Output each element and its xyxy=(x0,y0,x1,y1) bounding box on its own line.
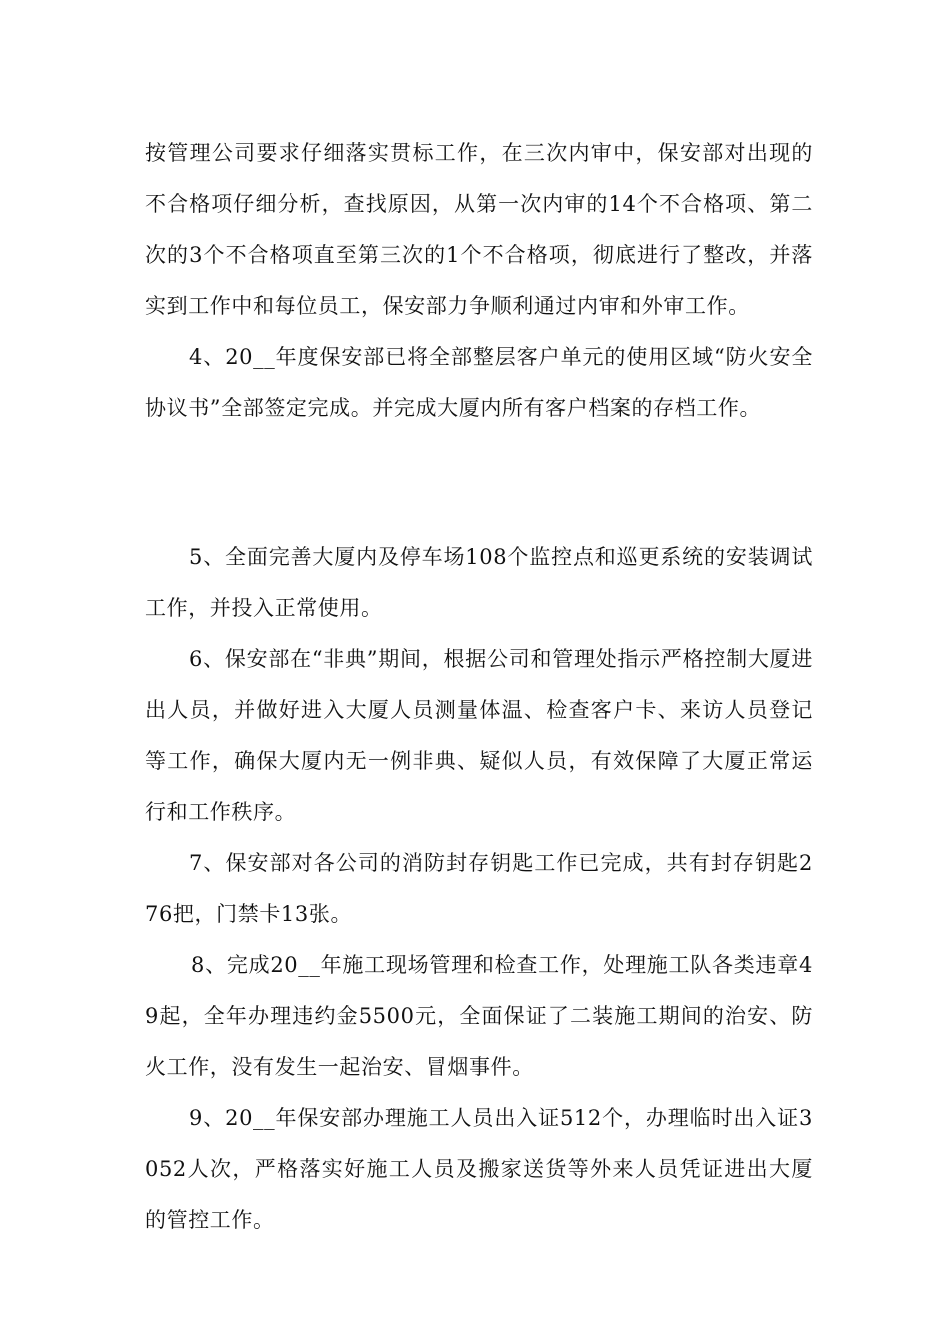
text-block-top xyxy=(145,128,813,434)
paragraph-continuation: 按管理公司要求仔细落实贯标工作，在三次内审中，保安部对出现的不合格项仔细分析，查找原因，从第一次内审的14个不合格项、第二次的3个不合格项直至第三次的1个不合格项，彻底进行了整改，并落实到工作中和每位员工，保安部力争顺利通过内审和外审工作。 xyxy=(145,141,813,318)
paragraph-item-4: 4、20__年度保安部已将全部整层客户单元的使用区域“防火安全协议书”全部签定完成。并完成大厦内所有客户档案的存档工作。 xyxy=(145,345,813,420)
paragraph-item-9: 9、20__年保安部办理施工人员出入证512个，办理临时出入证3052人次，严格落实好施工人员及搬家送货等外来人员凭证进出大厦的管控工作。 xyxy=(145,1106,813,1232)
paragraph-item-5: 5、全面完善大厦内及停车场108个监控点和巡更系统的安装调试工作，并投入正常使用。 xyxy=(145,545,813,620)
paragraph-item-8: 8、完成20__年施工现场管理和检查工作，处理施工队各类违章49起，全年办理违约金5500元，全面保证了二装施工期间的治安、防火工作，没有发生一起治安、冒烟事件。 xyxy=(145,953,813,1079)
text-block-bottom xyxy=(145,532,813,1246)
paragraph-item-6: 6、保安部在“非典”期间，根据公司和管理处指示严格控制大厦进出人员，并做好进入大厦人员测量体温、检查客户卡、来访人员登记等工作，确保大厦内无一例非典、疑似人员，有效保障了大厦正常运行和工作秩序。 xyxy=(145,647,813,824)
paragraph-item-7: 7、保安部对各公司的消防封存钥匙工作已完成，共有封存钥匙276把，门禁卡13张。 xyxy=(145,851,813,926)
